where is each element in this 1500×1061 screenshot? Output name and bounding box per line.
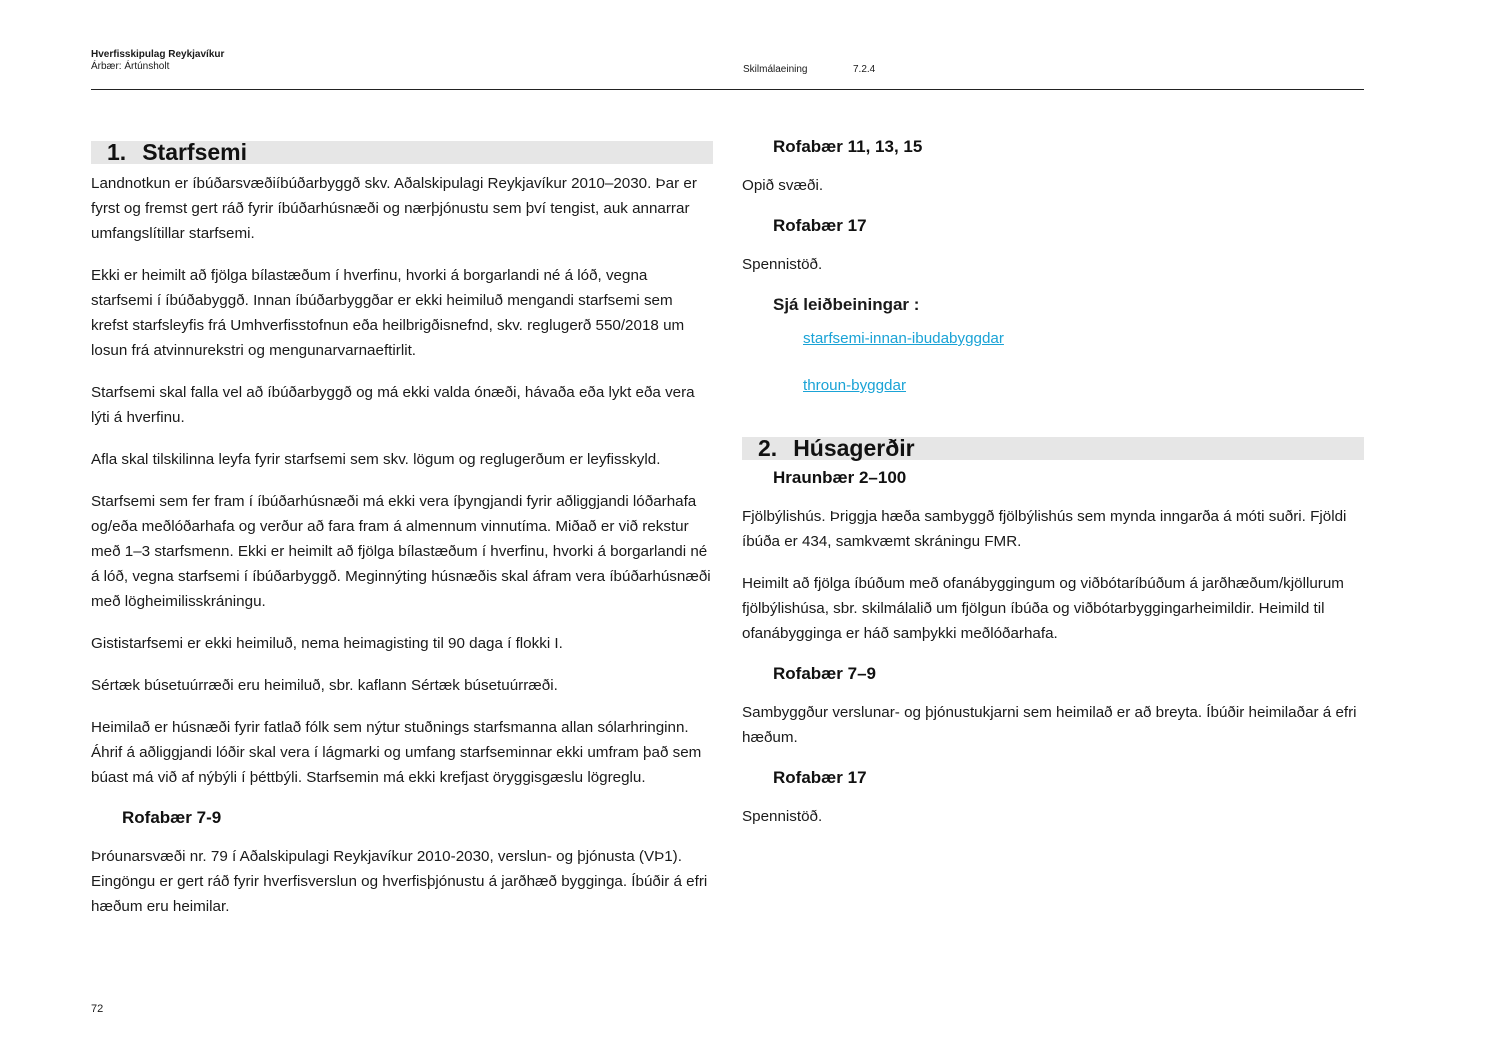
subheading-hraunbaer: Hraunbær 2–100 [773,468,907,487]
paragraph: Landnotkun er íbúðarsvæðiíbúðarbyggð skv. Aðalskipulagi Reykjavíkur 2010–2030. Þar er fyrst og fremst gert ráð fyrir íbúðarhúsnæði og nærþjónustu sem því tengist, auk annarrar umfangslítillar starfsemi. [91,175,697,242]
subheading-rofabaer-7-9: Rofabær 7-9 [122,808,222,827]
link-throun-byggdar[interactable]: throun-byggdar [803,377,907,394]
page-number: 72 [91,1003,104,1015]
paragraph: Fjölbýlishús. Þriggja hæða sambyggð fjölbýlishús sem mynda inngarða á móti suðri. Fjöldi íbúða er 434, samkvæmt skráningu FMR. [742,508,1347,550]
paragraph: Heimilað er húsnæði fyrir fatlað fólk sem nýtur stuðnings starfsmanna allan sólarhringinn. Áhrif á aðliggjandi lóðir skal vera í lágmarki og umfang starfseminnar ekki umfram það sem búast má við af nýbýli í þéttbýli. Starfsemin má ekki krefjast öryggisgæslu lögreglu. [91,719,702,786]
section-label: Skilmálaeining [743,64,808,75]
heading-title: Starfsemi [142,139,248,165]
document-subtitle: Árbær: Ártúnsholt [91,61,170,72]
heading-title: Húsagerðir [793,435,915,461]
subheading-rofabaer-17: Rofabær 17 [773,768,867,787]
paragraph: Afla skal tilskilinna leyfa fyrir starfsemi sem skv. lögum og reglugerðum er leyfisskyld. [91,451,661,468]
paragraph: Sértæk búsetuúrræði eru heimiluð, sbr. kaflann Sértæk búsetuúrræði. [91,677,558,694]
paragraph: Opið svæði. [742,177,824,194]
paragraph: Ekki er heimilt að fjölga bílastæðum í hverfinu, hvorki á borgarlandi né á lóð, vegna starfsemi í íbúðabyggð. Innan íbúðarbyggðar er ekki heimiluð mengandi starfsemi sem krefst starfsleyfis frá Umhverfisstofnun eða heilbrigðisnefnd, skv. reglugerð 550/2018 um losun frá atvinnurekstri og mengunarvarnaeftirlit. [91,267,685,359]
paragraph: Starfsemi skal falla vel að íbúðarbyggð og má ekki valda ónæði, hávaða eða lykt eða vera lýti á hverfinu. [91,384,695,426]
page-header [91,49,1364,73]
header-divider [91,89,1364,90]
paragraph: Starfsemi sem fer fram í íbúðarhúsnæði má ekki vera íþyngjandi fyrir aðliggjandi lóðarhafa og/eða meðlóðarhafa og verður að fara fram á almennum vinnutíma. Miðað er við rekstur með 1–3 starfsmenn. Ekki er heimilt að fjölga bílastæðum í hverfinu, hvorki á borgarlandi né á lóð, vegna starfsemi í íbúðarbyggð. Meginnýting húsnæðis skal áfram vera íbúðarhúsnæði með lögheimilisskráningu. [91,493,711,610]
paragraph: Heimilt að fjölga íbúðum með ofanábyggingum og viðbótaríbúðum á jarðhæðum/kjöllurum fjölbýlishúsa, sbr. skilmálalið um fjölgun íbúða og viðbótarbyggingarheimildir. Heimild til ofanábygginga er háð samþykki meðlóðarhafa. [742,575,1344,642]
guidelines-label: Sjá leiðbeiningar : [773,295,920,314]
heading-number: 2. [758,435,778,461]
link-starfsemi-innan-ibudabyggdar[interactable]: starfsemi-innan-ibudabyggdar [803,330,1004,347]
right-column [742,136,1364,846]
paragraph: Sambyggður verslunar- og þjónustukjarni sem heimilað er að breyta. Íbúðir heimilaðar á efri hæðum. [742,704,1357,746]
paragraph: Þróunarsvæði nr. 79 í Aðalskipulagi Reykjavíkur 2010-2030, verslun- og þjónusta (VÞ1). Eingöngu er gert ráð fyrir hverfisverslun og hverfisþjónustu á jarðhæð bygginga. Íbúðir á efri hæðum eru heimilar. [91,848,708,915]
document-title: Hverfisskipulag Reykjavíkur [91,49,225,60]
heading-number: 1. [107,139,127,165]
heading-husagerdir [742,437,1364,460]
subheading-rofabaer-11-13-15: Rofabær 11, 13, 15 [773,137,923,156]
paragraph: Spennistöð. [742,256,823,273]
paragraph: Gististarfsemi er ekki heimiluð, nema heimagisting til 90 daga í flokki I. [91,635,563,652]
subheading-rofabaer-7-9: Rofabær 7–9 [773,664,876,683]
heading-starfsemi [91,141,713,164]
paragraph: Spennistöð. [742,808,823,825]
subheading-rofabaer-17: Rofabær 17 [773,216,867,235]
section-number: 7.2.4 [853,64,876,75]
left-column [91,137,713,936]
